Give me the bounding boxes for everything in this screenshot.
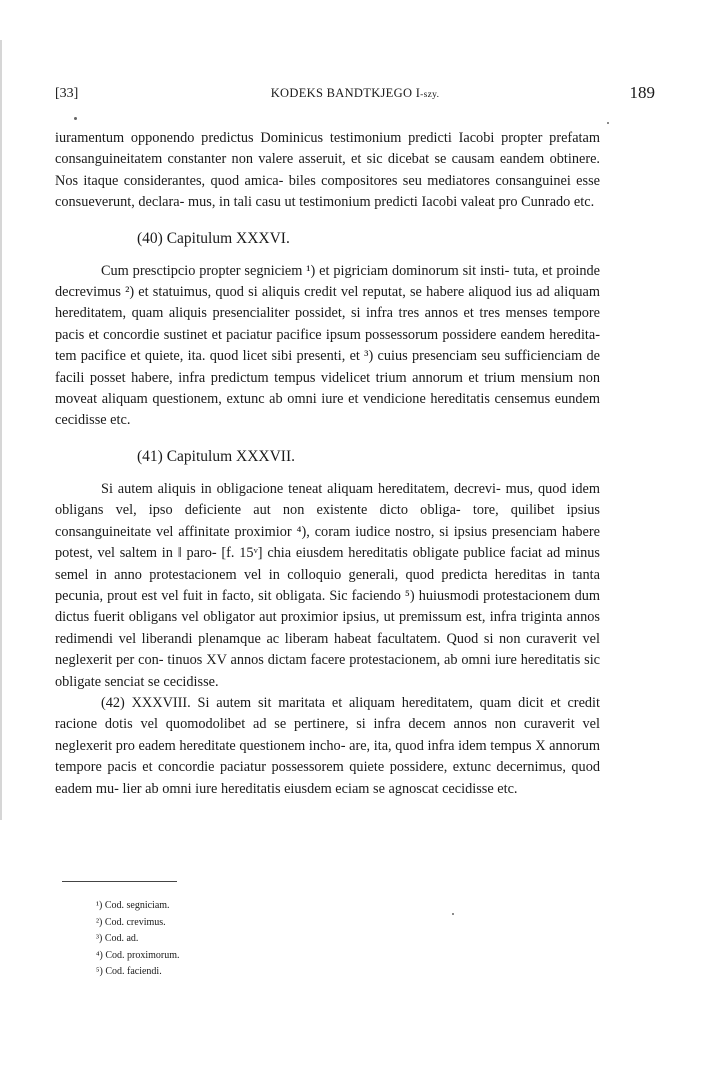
text-line: sustinet et paciatur pacifice ipsum possessorum possidere eandem heredita-: [163, 326, 600, 343]
binding-edge-shadow: [0, 40, 2, 820]
paragraph-continued: [55, 128, 600, 214]
running-title: [55, 86, 655, 101]
scan-speck: [452, 913, 454, 915]
footnote-4: ⁴) Cod. proximorum.: [96, 949, 180, 961]
footnote-3: ³) Cod. ad.: [96, 933, 139, 945]
text-line: annos non curaverit vel neglexerit pro eadem hereditate questionem incho-: [55, 716, 600, 754]
text-line: chia eiusdem hereditatis obligate publice faciat ad minus semel in anno: [55, 545, 601, 583]
text-line: annorum et trium mensium non moveat aliquam questionem, extunc ab: [55, 369, 600, 408]
footnote-5: ⁵) Cod. faciendi.: [96, 966, 162, 978]
text-line: protestacionem vel in colloquio generali, quod predicta hereditas in tanta: [149, 566, 600, 583]
paragraph-40: [55, 261, 600, 432]
running-title-suffix: -szy.: [420, 90, 440, 100]
text-line: dicit et credit racione dotis vel quomodolibet ad se pertinere, si infra decem: [55, 694, 601, 733]
footnote-2: ²) Cod. crevimus.: [96, 916, 166, 928]
text-line: tuta, et proinde decrevimus ²) et statuimus, quod si aliquis credit vel reputat,: [55, 262, 600, 301]
main-text: [55, 128, 600, 800]
text-line: propter prefatam consanguineitatem constanter non valere asseruit, et sic: [55, 130, 600, 168]
text-line: pecunia, prout est vel fuit in facto, sit obligata. Sic faciendo ⁵) huiusmodi: [55, 587, 480, 604]
page-number: 189: [629, 83, 655, 102]
footnote-1: ¹) Cod. segniciam.: [96, 900, 170, 911]
running-title-main: KODEKS BANDTKJEGO I: [270, 86, 421, 100]
paragraph-41: [55, 479, 600, 693]
scan-speck: [74, 117, 77, 120]
chapter-heading-41: (41) Capitulum XXXVII.: [137, 447, 295, 465]
text-line: se habere aliquod ius ad aliquam hereditatem, quam aliquis presencialiter: [55, 284, 600, 322]
text-line: ac liberam habeat facultatem. Quod si non curaverit vel neglexerit per con-: [55, 630, 600, 669]
text-line: possidet, si infra tres annos et tres menses tempore pacis et concordie: [55, 305, 600, 343]
page-ref: [33]: [55, 86, 79, 101]
text-line: protestacionem dum dictus fuerit obligans vel obligator aut proximior ipsius,: [55, 587, 600, 626]
text-line: ut premissum est, infra triginta annos redimendi vel liberandi plenamque: [55, 609, 600, 647]
text-line: tore, quilibet ipsius consanguineitate vel affinitate proximior ⁴), coram iudice: [55, 502, 600, 540]
scan-speck: [607, 122, 609, 124]
footnotes: [62, 881, 362, 981]
text-line: dicebat se causam eandem obtinere. Nos itaque considerantes, quod amica-: [55, 151, 601, 189]
text-line: iuramentum opponendo predictus Dominicus testimonium predicti Iacobi: [55, 130, 495, 146]
chapter-heading-40: (40) Capitulum XXXVI.: [137, 229, 290, 247]
text-line: Si autem aliquis in obligacione teneat aliquam hereditatem, decrevi-: [101, 480, 501, 497]
text-line: lier ab omni iure hereditatis eiusdem eciam se agnoscat cecidisse etc.: [122, 780, 518, 797]
text-line: paciatur possessorem quiete possidere, extunc decernimus, quod eadem mu-: [55, 759, 600, 797]
text-line: mus, quod idem obligans vel, ipso deficiente aut non existente dicto obliga-: [55, 480, 600, 519]
text-line: sufficienciam de facili posset habere, infra predictum tempus videlicet trium: [55, 348, 600, 386]
footnote-rule: [62, 881, 177, 882]
paragraph-42: [55, 693, 600, 800]
text-line: biles compositores seu mediatores consanguinei esse consueverunt, declara-: [55, 172, 600, 211]
running-header: [55, 83, 655, 108]
text-line: nostro, si ipsius presenciam habere potest, vel saltem in ‖ paro- [f. 15ᵛ]: [55, 523, 600, 562]
text-line: obligate senciat se cecidisse.: [55, 673, 219, 690]
text-line: tinuos XV annos dictam facere protestacionem, ab omni iure hereditatis sic: [167, 652, 601, 669]
text-line: tem pacifice et quiete, ita. quod licet sibi presenti, et ³) cuius presenciam seu: [55, 348, 501, 365]
text-line: mus, in tali casu ut testimonium predicti Iacobi valeat pro Cunrado etc.: [187, 194, 595, 211]
text-line: omni iure et vendicione hereditatis censemus eundem cecidisse etc.: [55, 391, 600, 429]
text-line: (42) XXXVIII. Si autem sit maritata et aliquam hereditatem, quam: [101, 694, 512, 711]
text-line: are, ita, quod infra idem tempus X annorum tempore pacis et concordie: [55, 737, 601, 776]
text-line: Cum presctipcio propter segniciem ¹) et pigriciam dominorum sit insti-: [101, 262, 510, 279]
